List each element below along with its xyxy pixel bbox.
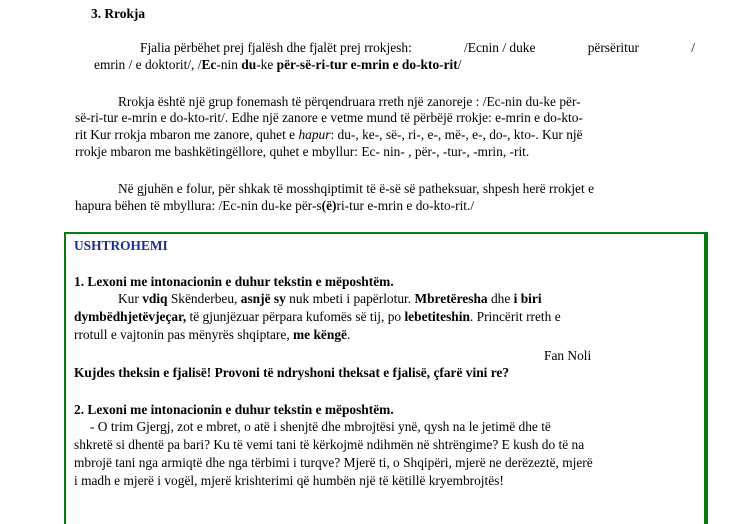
ex1-l1-b: vdiq	[142, 291, 168, 306]
ex1-l1-d: asnjë sy	[240, 291, 286, 306]
p1-line-1	[140, 39, 695, 56]
p1-words-1: /Ecnin / duke	[464, 40, 536, 55]
p1-line-2	[94, 56, 461, 73]
exercise-1-line-3	[74, 326, 350, 343]
p1-slash: /	[691, 40, 695, 55]
ex1-l1-h: i biri	[513, 291, 542, 306]
exercise-1-question: Kujdes theksin e fjalisë! Provoni të ndryshoni theksat e fjalisë, çfarë vini re?	[74, 365, 510, 380]
ex1-l1-c: Skënderbeu,	[167, 291, 241, 306]
ex1-l1-a: Kur	[118, 291, 143, 306]
p2-l3-c: : du-, ke-, së-, ri-, e-, më-, e-, do-, kto-. Kur një	[330, 127, 583, 142]
p3-l2-a: hapura bëhen të mbyllura: /Ec-nin du-ke për-s	[75, 198, 322, 213]
p1-l2-g: /	[457, 57, 462, 72]
p3-line-2	[75, 197, 474, 214]
ex1-l1-e: nuk mbeti i papërlotur.	[285, 291, 415, 306]
p2-line-3	[75, 126, 583, 143]
ex1-l3-c: .	[346, 327, 351, 342]
ex1-l2-c: lebetiteshin	[404, 309, 470, 324]
p3-l2-c: ri-tur e-mrin e do-kto-rit./	[336, 198, 475, 213]
ex1-l3-a: rrotull e vajtonin pas mënyrës shqiptare,	[74, 327, 294, 342]
section-heading: 3. Rrokja	[91, 6, 146, 21]
ex1-l2-a: dymbëdhjetëvjeçar,	[74, 309, 187, 324]
ex1-l1-g: dhe	[487, 291, 514, 306]
author-name: Fan Noli	[544, 348, 592, 363]
ex1-l1-f: Mbretëresha	[414, 291, 488, 306]
p3-l2-b: (ë)	[321, 198, 337, 213]
p2-l3-a: rit Kur rrokja mbaron me zanore, quhet e	[75, 127, 299, 142]
ex1-l2-d: . Princërit rreth e	[469, 309, 561, 324]
exercise-1-line-2	[74, 308, 561, 325]
exercise-2-title: 2. Lexoni me intonacionin e duhur tekstin e mëposhtëm.	[74, 402, 394, 417]
ex1-l3-b: me këngë	[293, 327, 347, 342]
p2-l3-b: hapur	[298, 127, 331, 142]
exercise-2-line-4: i madh e mjerë i vogël, mjerë krishterimi që humbën një të këtillë kryembrojtës!	[74, 473, 504, 488]
p1-text: Fjalia përbëhet prej fjalësh dhe fjalët prej rrokjesh:	[140, 40, 412, 55]
exercise-2-line-3: mbrojë tani nga armiqtë dhe nga tërbimi i turqve? Mjerë ti, o Shqipëri, mjerë ne derëzeztë, mjerë	[74, 455, 593, 470]
p3-line-1: Në gjuhën e folur, për shkak të mosshqiptimit të ë-së së patheksuar, shpesh herë rrokjet e	[118, 181, 595, 196]
p1-l2-e: -ke	[256, 57, 277, 72]
exercise-box-title: USHTROHEMI	[74, 238, 168, 253]
p1-l2-d: du	[241, 57, 257, 72]
p1-l2-c: -nin	[216, 57, 242, 72]
p1-l2-f: për-së-ri-tur e-mrin e do-kto-rit	[276, 57, 458, 72]
exercise-1-line-1	[118, 290, 542, 307]
p1-words-2: përsëritur	[587, 40, 640, 55]
exercise-1-title: 1. Lexoni me intonacionin e duhur tekstin e mëposhtëm.	[74, 274, 394, 289]
p2-line-2: së-ri-tur e-mrin e do-kto-rit/. Edhe një zanore e vetme mund të përbëjë rrokje: e-mrin e do-kto-	[75, 110, 583, 125]
p1-l2-a: emrin / e doktorit/, /	[94, 57, 202, 72]
exercise-2-line-2: shkretë si dhentë pa bari? Ku të vemi tani të kërkojmë ndihmën në shtrëngime? E kush do të na	[74, 437, 585, 452]
ex1-l2-b: të gjunjëzuar përpara kufomës së tij, po	[186, 309, 405, 324]
p2-line-4: rrokje mbaron me bashkëtingëllore, quhet e mbyllur: Ec- nin- , për-, -tur-, -mrin, -rit.	[75, 144, 530, 159]
exercise-2-line-1: - O trim Gjergj, zot e mbret, o atë i shenjtë dhe mbrojtësi ynë, qysh na le jetimë dhe të	[90, 419, 551, 434]
p2-line-1: Rrokja është një grup fonemash të përqendruara rreth një zanoreje : /Ec-nin du-ke për-	[118, 94, 581, 109]
p1-l2-b: Ec	[201, 57, 217, 72]
